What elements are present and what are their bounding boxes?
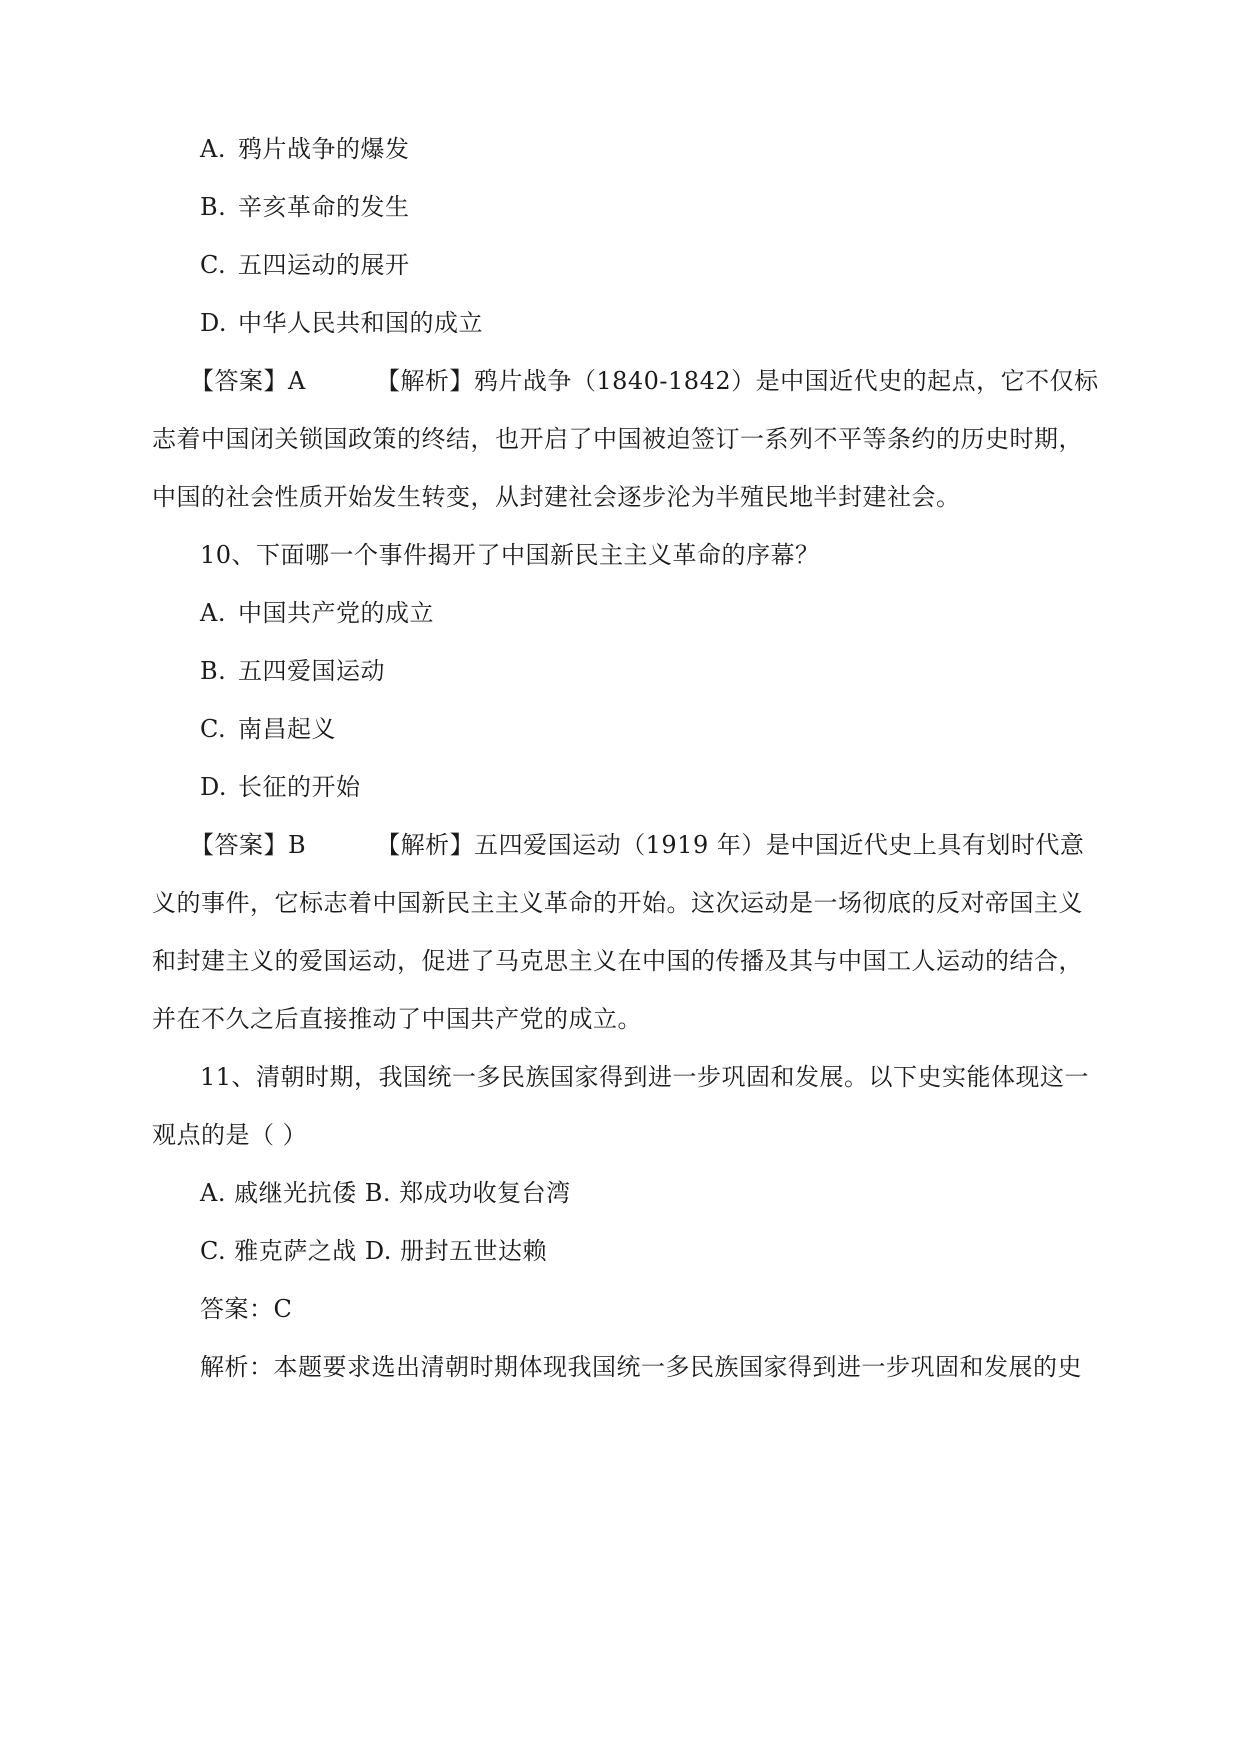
option-label: A. — [200, 599, 226, 627]
option-label: A. — [200, 135, 226, 163]
q10-question: 10、下面哪一个事件揭开了中国新民主主义革命的序幕？ — [200, 541, 820, 569]
q11-options-line-1: A. 戚继光抗倭 B. 郑成功收复台湾 — [200, 1179, 571, 1207]
option-text: 南昌起义 — [238, 715, 336, 743]
q10-analysis-line-1: 【解析】五四爱国运动（1919 年）是中国近代史上具有划时代意 — [376, 831, 1085, 859]
q11-analysis: 解析：本题要求选出清朝时期体现我国统一多民族国家得到进一步巩固和发展的史 — [200, 1353, 1082, 1381]
option-label: D. — [200, 309, 228, 337]
option-text: 中国共产党的成立 — [238, 599, 434, 627]
q9-analysis-line-2: 志着中国闭关锁国政策的终结，也开启了中国被迫签订一系列不平等条约的历史时期， — [152, 425, 1083, 453]
q9-option-d — [200, 307, 483, 339]
option-text: 中华人民共和国的成立 — [238, 309, 483, 337]
option-label: B. — [200, 193, 227, 221]
q10-answer-line — [190, 829, 1084, 861]
q10-analysis-line-4: 并在不久之后直接推动了中国共产党的成立。 — [152, 1005, 642, 1033]
q9-answer: 【答案】A — [190, 367, 306, 395]
q11-options-line-2: C. 雅克萨之战 D. 册封五世达赖 — [200, 1237, 548, 1265]
q9-option-b — [200, 191, 410, 223]
q11-answer: 答案：C — [200, 1295, 293, 1323]
q9-analysis-line-3: 中国的社会性质开始发生转变，从封建社会逐步沦为半殖民地半封建社会。 — [152, 483, 961, 511]
q10-analysis-line-2: 义的事件，它标志着中国新民主主义革命的开始。这次运动是一场彻底的反对帝国主义 — [152, 889, 1083, 917]
q9-analysis-line-1: 【解析】鸦片战争（1840-1842）是中国近代史的起点，它不仅标 — [375, 367, 1099, 395]
option-text: 辛亥革命的发生 — [238, 193, 410, 221]
q11-question-line-1: 11、清朝时期，我国统一多民族国家得到进一步巩固和发展。以下史实能体现这一 — [200, 1063, 1090, 1091]
option-text: 鸦片战争的爆发 — [238, 135, 410, 163]
option-text: 长征的开始 — [238, 773, 361, 801]
q10-answer: 【答案】B — [190, 831, 307, 859]
q9-option-a — [200, 133, 410, 165]
q9-option-c — [200, 249, 410, 281]
q9-answer-line — [190, 365, 1099, 397]
option-label: D. — [200, 773, 228, 801]
option-label: C. — [200, 251, 227, 279]
q10-option-a — [200, 597, 434, 629]
q11-question-line-2: 观点的是（ ） — [152, 1121, 308, 1149]
q10-option-d — [200, 771, 361, 803]
option-label: C. — [200, 715, 227, 743]
option-text: 五四爱国运动 — [238, 657, 385, 685]
q10-option-b — [200, 655, 385, 687]
q10-option-c — [200, 713, 336, 745]
option-text: 五四运动的展开 — [238, 251, 410, 279]
q10-analysis-line-3: 和封建主义的爱国运动，促进了马克思主义在中国的传播及其与中国工人运动的结合， — [152, 947, 1083, 975]
option-label: B. — [200, 657, 227, 685]
